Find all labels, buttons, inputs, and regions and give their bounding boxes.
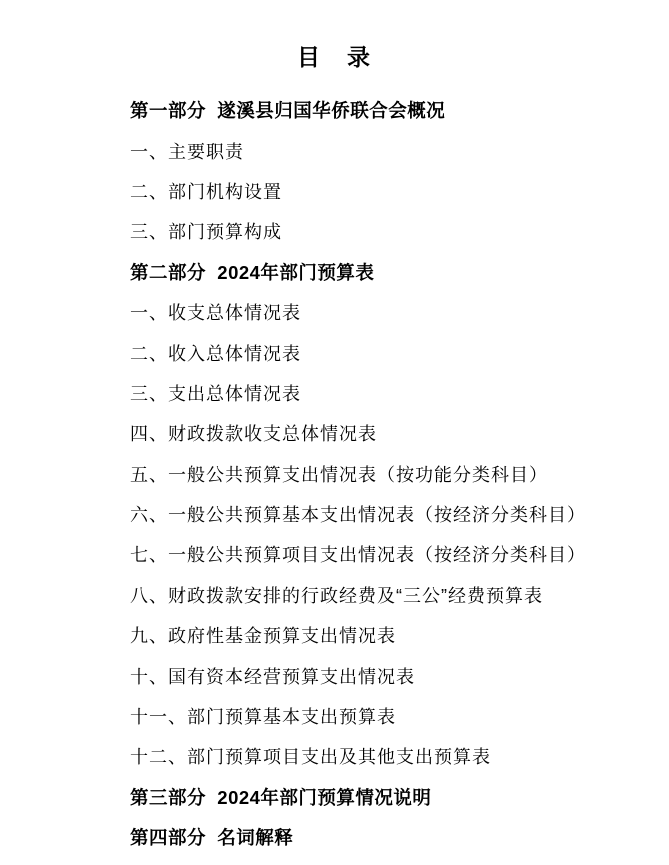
toc-item: 三、支出总体情况表	[130, 383, 301, 404]
toc-item: 二、收入总体情况表	[130, 343, 301, 364]
toc-item: 八、财政拨款安排的行政经费及“三公”经费预算表	[130, 585, 543, 606]
toc-item: 六、一般公共预算基本支出情况表（按经济分类科目）	[130, 505, 586, 526]
toc-item: 一、收支总体情况表	[130, 303, 301, 324]
toc-item: 七、一般公共预算项目支出情况表（按经济分类科目）	[130, 545, 586, 566]
toc-item: 十、国有资本经营预算支出情况表	[130, 666, 415, 687]
toc-item: 十一、部门预算基本支出预算表	[130, 707, 396, 728]
toc-section-heading: 第一部分 遂溪县归国华侨联合会概况	[130, 100, 446, 122]
page-title: 目 录	[297, 44, 372, 70]
toc-item: 十二、部门预算项目支出及其他支出预算表	[130, 747, 491, 768]
toc-section-heading: 第三部分 2024年部门预算情况说明	[130, 786, 432, 808]
toc-item: 三、部门预算构成	[130, 222, 282, 243]
toc-item: 五、一般公共预算支出情况表（按功能分类科目）	[130, 464, 548, 485]
toc-item: 四、财政拨款收支总体情况表	[130, 424, 377, 445]
toc-item: 九、政府性基金预算支出情况表	[130, 626, 396, 647]
toc-section-heading: 第四部分 名词解释	[130, 827, 294, 849]
toc-section-heading: 第二部分 2024年部门预算表	[130, 261, 375, 283]
toc-item: 二、部门机构设置	[130, 181, 282, 202]
table-of-contents	[0, 90, 669, 857]
toc-item: 一、主要职责	[130, 141, 244, 162]
